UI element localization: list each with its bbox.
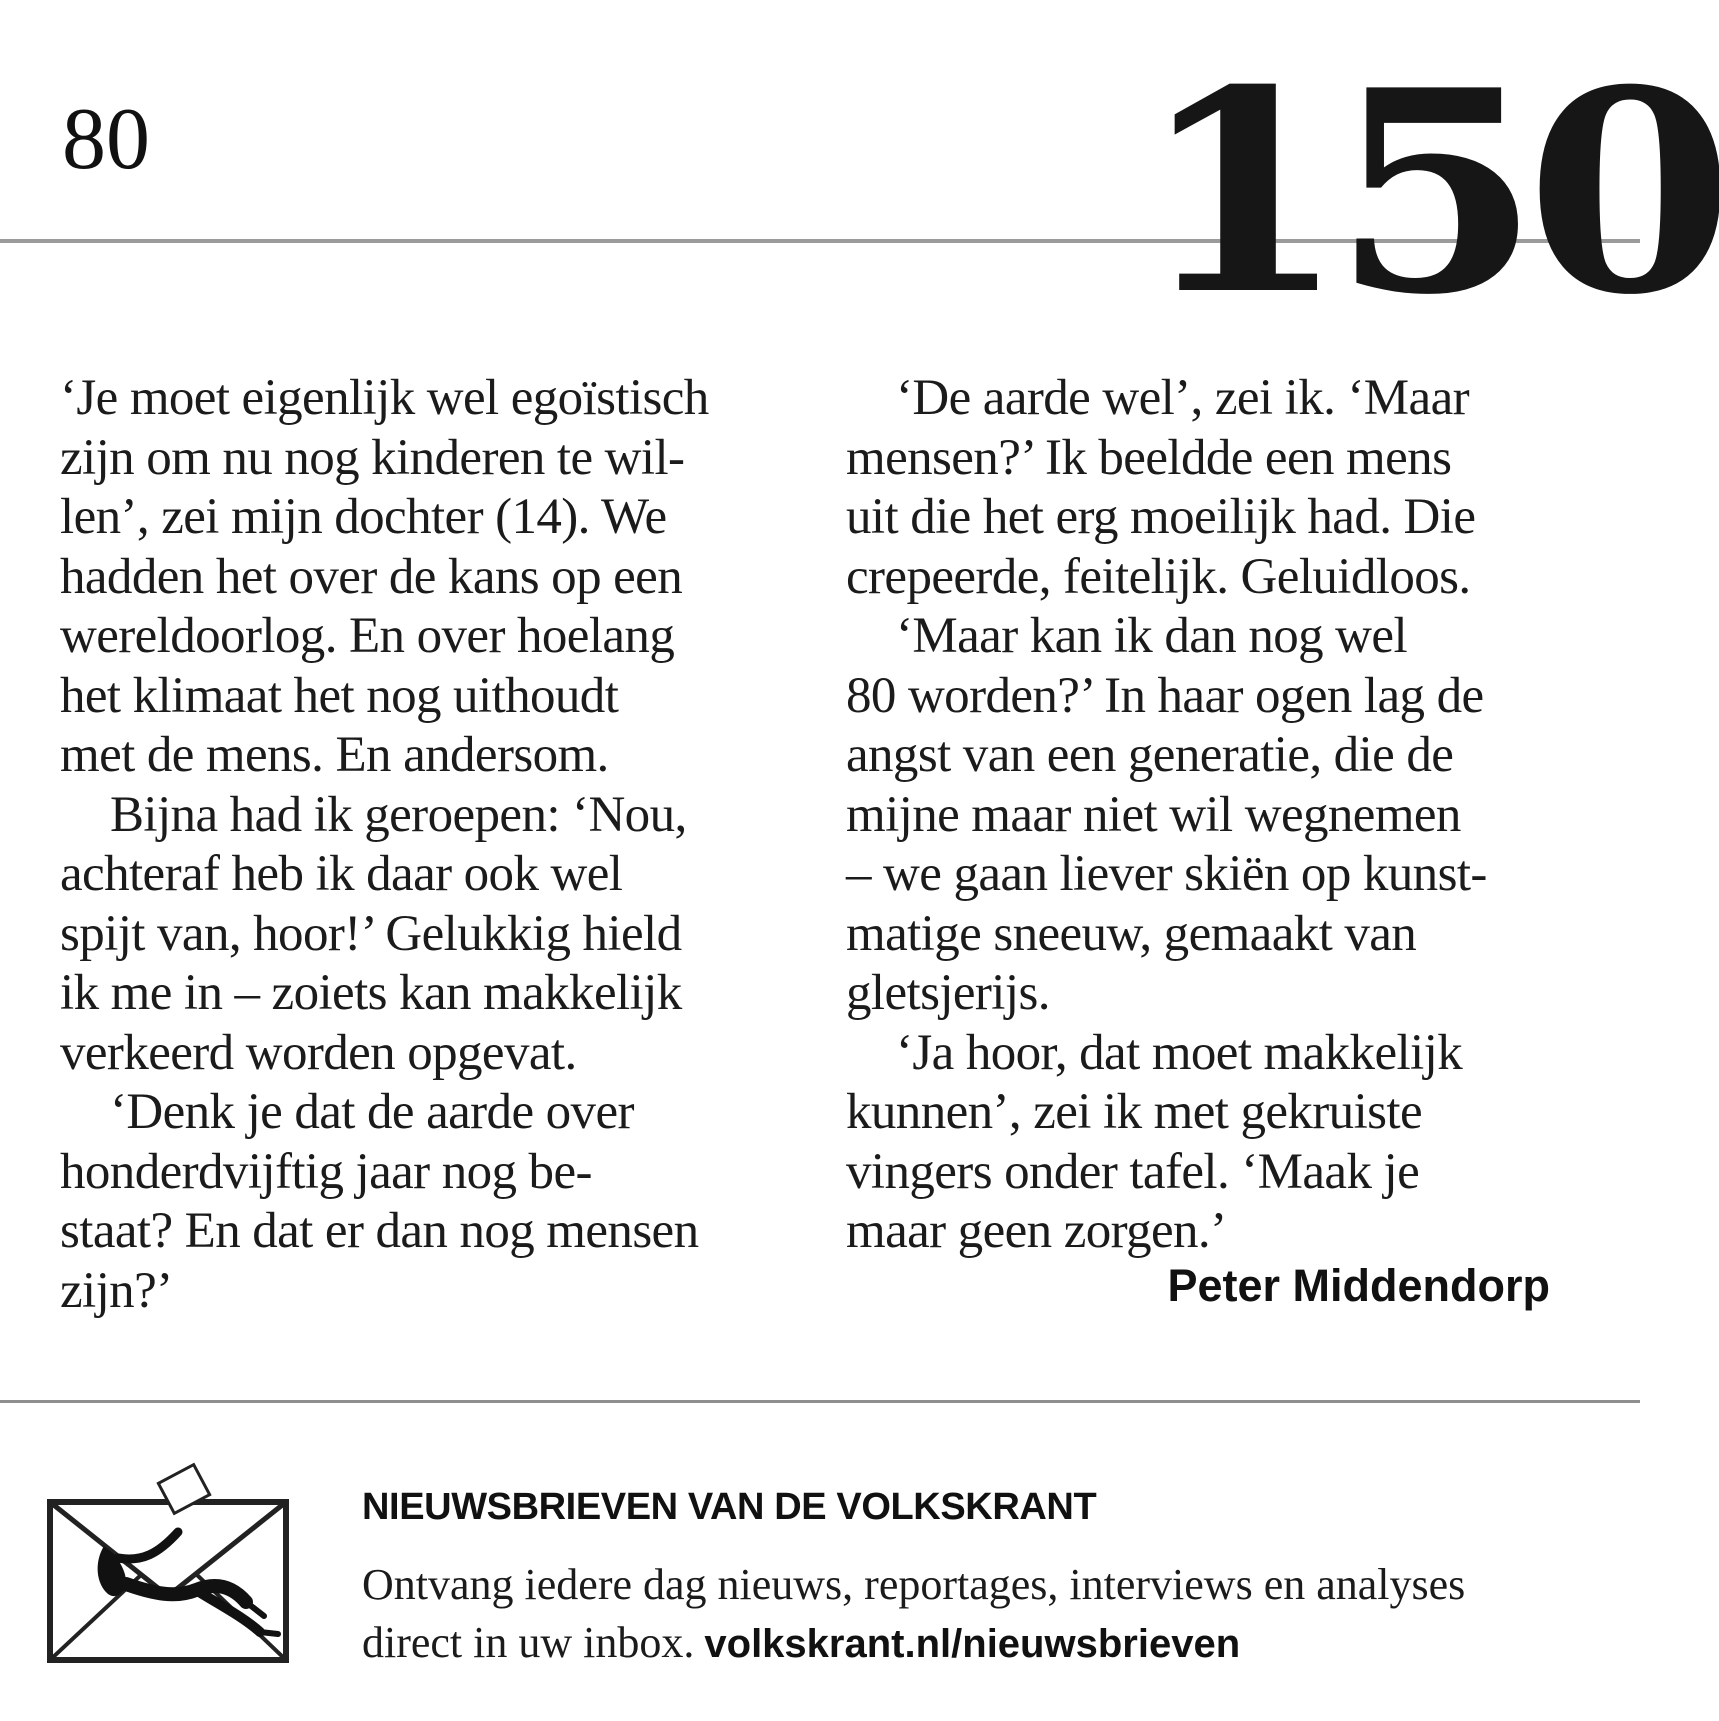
article-line: spijt van, hoor!’ Gelukkig hield [60,905,682,962]
article-line: honderdvijftig jaar nog be- [60,1143,592,1200]
promo-heading: NIEUWSBRIEVEN VAN DE VOLKSKRANT [362,1486,1097,1528]
promo-text [362,1556,1622,1673]
article-line: ik me in – zoiets kan makkelijk [60,965,682,1021]
article-line: staat? En dat er dan nog mensen [60,1203,699,1259]
article-line: Bijna had ik geroepen: ‘Nou, [110,786,687,843]
article-column-left [60,369,776,1321]
article-line: ‘Maar kan ik dan nog wel [896,608,1408,664]
newsletter-envelope-illustration-icon [46,1466,292,1666]
promo-text-line: Ontvang iedere dag nieuws, reportages, interviews en analyses [362,1560,1466,1609]
promo-text-line [362,1614,1622,1673]
newsletter-link[interactable]: volkskrant.nl/nieuwsbrieven [704,1622,1241,1666]
article-line: zijn om nu nog kinderen te wil- [60,429,685,486]
article-line: uit die het erg moeilijk had. Die [846,489,1476,545]
article-line: 80 worden?’ In haar ogen lag de [846,667,1484,724]
article-line: angst van een generatie, die de [846,727,1454,783]
promo-text-fragment: direct in uw inbox. [362,1618,695,1667]
article-line: ‘Ja hoor, dat moet makkelijk [896,1024,1463,1081]
article-line: achteraf heb ik daar ook wel [60,846,623,902]
article-line: wereldoorlog. En over hoelang [60,608,675,664]
article-line: maar geen zorgen.’ [846,1203,1227,1259]
article-line: crepeerde, feitelijk. Geluidloos. [846,548,1471,605]
article-line: mijne maar niet wil wegnemen [846,786,1461,843]
bottom-divider [0,1400,1640,1403]
article-line: hadden het over de kans op een [60,548,683,605]
article-line: mensen?’ Ik beeldde een mens [846,429,1452,486]
article-line: zijn?’ [60,1262,173,1319]
article-line: verkeerd worden opgevat. [60,1024,577,1081]
big-number-headline: 150 [1138,29,1719,356]
article-line: ‘Je moet eigenlijk wel egoïstisch [60,370,709,426]
article-line: len’, zei mijn dochter (14). We [60,489,667,545]
article-line: ‘De aarde wel’, zei ik. ‘Maar [896,370,1470,426]
article-line: gletsjerijs. [846,965,1050,1021]
article-line: vingers onder tafel. ‘Maak je [846,1143,1420,1200]
article-column-right [846,369,1562,1262]
article-line: – we gaan liever skiën op kunst- [846,846,1487,902]
article-line: ‘Denk je dat de aarde over [110,1084,634,1140]
article-line: het klimaat het nog uithoudt [60,667,619,724]
author-byline: Peter Middendorp [1167,1260,1550,1311]
article-line: met de mens. En andersom. [60,727,609,783]
article-line: matige sneeuw, gemaakt van [846,905,1417,962]
article-line: kunnen’, zei ik met gekruiste [846,1084,1422,1140]
small-number: 80 [62,91,150,188]
